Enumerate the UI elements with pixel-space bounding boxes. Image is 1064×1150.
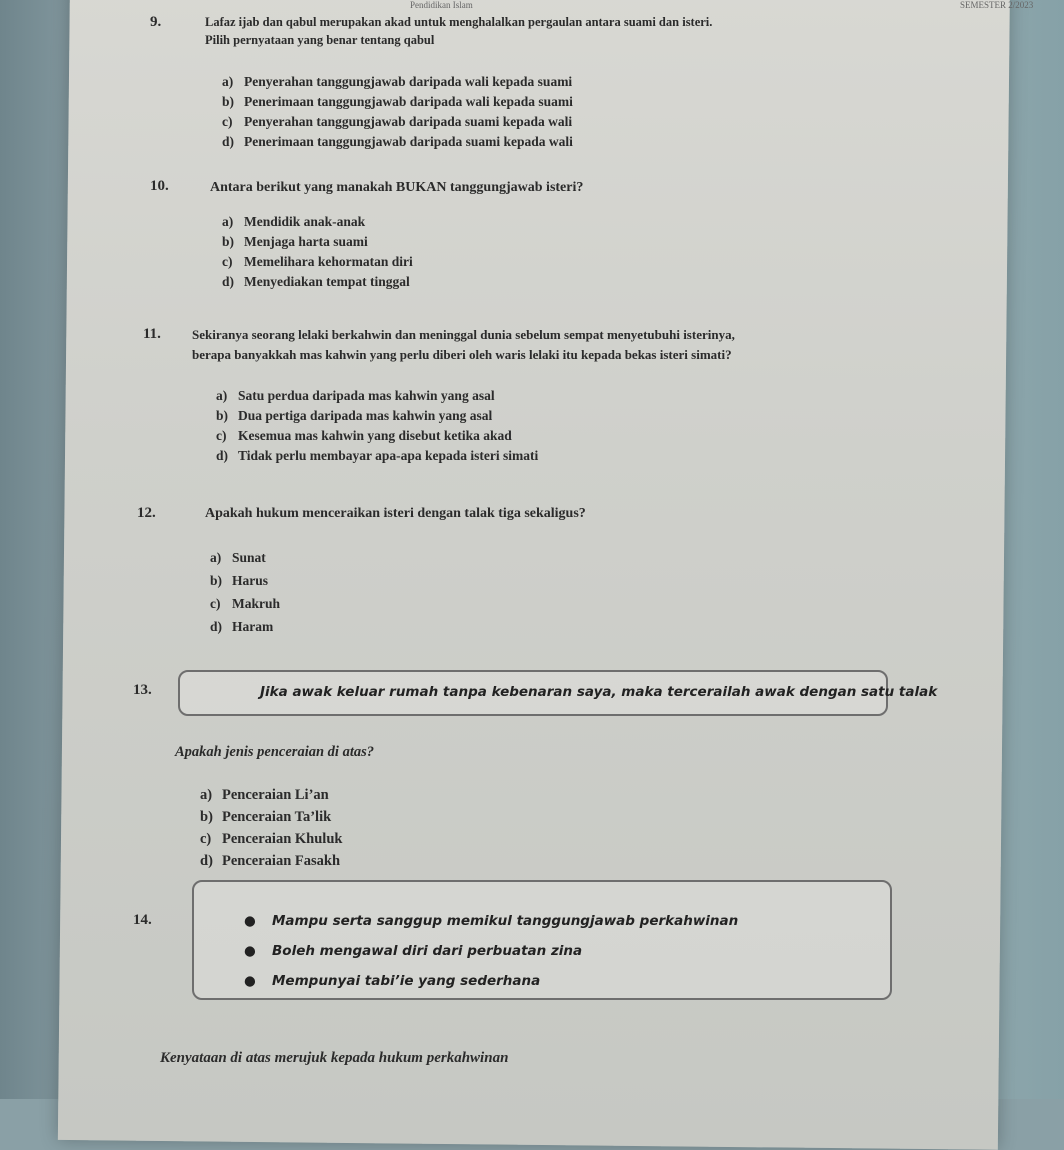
question-number-11: 11.	[143, 326, 161, 342]
question-13-option-d[interactable]: d) Penceraian Fasakh	[200, 853, 341, 869]
question-11-text-line-1: Sekiranya seorang lelaki berkahwin dan meninggal dunia sebelum sempat menyetubuhi isterinya,	[192, 327, 735, 342]
question-12-option-b[interactable]: b) Harus	[210, 573, 269, 588]
question-13-statement-text: Jika awak keluar rumah tanpa kebenaran saya, maka tercerailah awak dengan satu talak	[260, 684, 938, 700]
question-12-text: Apakah hukum menceraikan isteri dengan talak tiga sekaligus?	[205, 506, 586, 521]
question-14-bullet-item: ● Mempunyai tabi’ie yang sederhana	[244, 966, 738, 996]
question-13-option-b[interactable]: b) Penceraian Ta’lik	[200, 809, 332, 825]
question-12-options	[210, 546, 280, 638]
bullet-icon: ●	[244, 973, 256, 989]
question-10-text: Antara berikut yang manakah BUKAN tanggungjawab isteri?	[210, 180, 584, 195]
question-13-options	[200, 784, 342, 872]
bullet-icon: ●	[244, 943, 256, 959]
question-14-bullet-item: ● Mampu serta sanggup memikul tanggungjawab perkahwinan	[244, 906, 738, 936]
question-9-option-c[interactable]: c) Penyerahan tanggungjawab daripada suami kepada wali	[222, 114, 573, 129]
question-9-option-a[interactable]: a) Penyerahan tanggungjawab daripada wali kepada suami	[222, 74, 573, 89]
question-12-option-a[interactable]: a) Sunat	[210, 550, 266, 565]
header-left: Pendidikan Islam	[410, 0, 473, 10]
question-11-option-b[interactable]: b) Dua pertiga daripada mas kahwin yang asal	[216, 408, 493, 423]
question-9-text-line-1: Lafaz ijab dan qabul merupakan akad untuk menghalalkan pergaulan antara suami dan isteri.	[205, 15, 713, 29]
question-number-12: 12.	[137, 505, 156, 521]
question-12-option-c[interactable]: c) Makruh	[210, 596, 281, 611]
question-11-option-d[interactable]: d) Tidak perlu membayar apa-apa kepada isteri simati	[216, 448, 539, 463]
question-number-14: 14.	[133, 912, 152, 928]
question-10-options	[222, 212, 413, 292]
question-number-13: 13.	[133, 682, 152, 698]
question-14-text: Kenyataan di atas merujuk kepada hukum perkahwinan	[160, 1050, 509, 1066]
question-12-option-d[interactable]: d) Haram	[210, 619, 274, 634]
question-11-text-line-2: berapa banyakkah mas kahwin yang perlu diberi oleh waris lelaki itu kepada bekas isteri simati?	[192, 347, 732, 362]
question-11-option-a[interactable]: a) Satu perdua daripada mas kahwin yang asal	[216, 388, 495, 403]
question-11-options	[216, 386, 538, 466]
question-13-option-c[interactable]: c) Penceraian Khuluk	[200, 831, 343, 847]
question-9-option-b[interactable]: b) Penerimaan tanggungjawab daripada wali kepada suami	[222, 94, 573, 109]
question-10-option-a[interactable]: a) Mendidik anak-anak	[222, 214, 366, 229]
question-number-10: 10.	[150, 178, 169, 194]
question-13-option-a[interactable]: a) Penceraian Li’an	[200, 787, 329, 803]
question-9-text-line-2: Pilih pernyataan yang benar tentang qabul	[205, 33, 435, 47]
question-14-bullet-list	[244, 906, 738, 996]
question-10-option-c[interactable]: c) Memelihara kehormatan diri	[222, 254, 413, 269]
question-14-statement-box	[192, 880, 892, 1000]
question-11-option-c[interactable]: c) Kesemua mas kahwin yang disebut ketika akad	[216, 428, 512, 443]
question-10-option-d[interactable]: d) Menyediakan tempat tinggal	[222, 274, 410, 289]
header-right: SEMESTER 2/2023	[960, 0, 1034, 10]
question-9-option-d[interactable]: d) Penerimaan tanggungjawab daripada suami kepada wali	[222, 134, 573, 149]
question-14-bullet-item: ● Boleh mengawal diri dari perbuatan zina	[244, 936, 738, 966]
bullet-icon: ●	[244, 913, 256, 929]
question-13-text: Apakah jenis penceraian di atas?	[175, 744, 374, 760]
question-number-9: 9.	[150, 14, 162, 30]
question-13-statement-box	[178, 670, 938, 716]
question-9-options	[222, 72, 573, 152]
question-10-option-b[interactable]: b) Menjaga harta suami	[222, 234, 368, 249]
